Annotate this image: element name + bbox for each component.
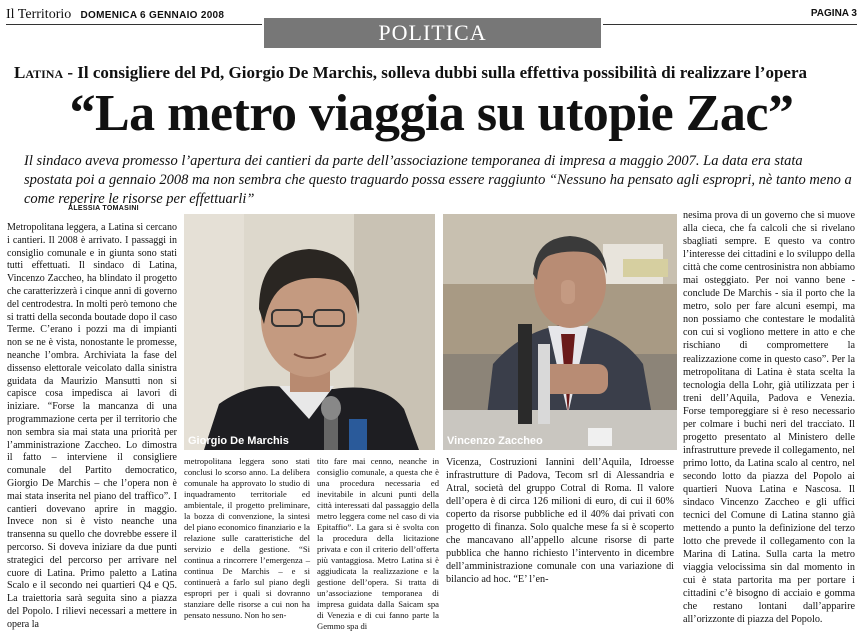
section-banner: POLITICA	[264, 18, 601, 48]
portrait-image	[184, 214, 435, 450]
header-rule-right	[603, 24, 857, 25]
photo-caption-2: Vincenzo Zaccheo	[447, 435, 543, 447]
column-2-text: metropolitana leggera sono stati conclusi lo scorso anno. La delibera comunale ha approvato lo studio di inquadramento territoriale ed ambientale, il progetto preliminare, la bozza di convenzione, la sintesi del piano economico finanziario e la relazione sulle caratteristiche del servizio e della gestione. “Si continua a rincorrere l’emergenza – continua De Marchis – e si continuerà a farlo sul piano degli espropri per i quali si dovranno stanziare delle risorse a cui non ha pensato nessuno. Non ho sen-	[184, 456, 310, 621]
header-left	[6, 6, 224, 23]
photo-de-marchis	[184, 214, 435, 450]
column-1-text: Metropolitana leggera, a Latina si cercano i cantieri. Il 2008 è arrivato. I passaggi in consiglio comunale e in giunta sono stati tutti effettuati. Il sindaco di Latina, Vincenzo Zaccheo, ha blindato il progetto che caratterizzerà i cinque anni di governo del centrodestra. In molti però temono che si tratti della seconda boutade dopo il caso Terme. C’erano i pozzi ma di impianti non se ne è vista, nonostante le promesse, neanche l’ombra. Archiviata la fase del dissenso elettorale veicolato dalla sinistra guidata da Maurizio Mansutti non si capisce cosa impedisca ai lavori di iniziare. “Forse la mancanza di una programmazione certa per il territorio che non sembra sia mai stata una priorità per l’amministrazione Zaccheo. Lo dimostra il fatto – interviene il consigliere comunale del Partito democratico, Giorgio De Marchis – che l’opera non è mai stata inserita nel piano del traffico”. I cantieri dovevano aprire in maggio. Invece non si è visto neanche una transenna su quello che dovrebbe essere il percorso. Si doveva iniziare da due punti strategici del percorso per arrivare nel cuore di Latina. Primo paletto a Latina Scalo e il secondo nei quartieri Q4 e Q5. La traiettoria sarà seguita sino a piazza del Popolo. I rilievi necessari a mettere in opera la	[7, 222, 177, 630]
column-5-text: nesima prova di un governo che si muove alla cieca, che fa calcoli che si rivelano sbagliati sempre. E questo va contro l’interesse dei cittadini e lo sviluppo della città che come centrosinistra non abbiamo mai osteggiato. Per noi vanno bene - conclude De Marchis - sia il porto che la metro, solo per fare alcuni esempi, ma non possiamo che contestare le modalità con cui si vogliono mettere in atto e che rischiano di compromettere la realizzazione come in questo caso”. Per la metropolitana di Latina è stata scelta la tecnologia della Lohr, già utilizzata per i treni dell’Aquila, Padova e Venezia. Forse temporeggiare si è reso necessario per colmare i buchi neri del tracciato. Il progetto presentato al Ministero delle infrastrutture prevede il collegamento, nel primo lotto, da Latina scalo al centro, nel secondo lotto da piazza del Popolo ai quartieri Nuova Latina e Nascosa. Il sindaco Vincenzo Zaccheo e gli uffici tecnici del Comune di Latina stanno già mettendo a punto la definizione del terzo lotto che prevede il collegamento con la Marina di Latina. Sulla carta la metro viaggia velocissima sin dal momento in cui è stata partorita ma per portare i cittadini c’è bisogno di acciaio e gomma che restano lontani dall’apparire all’orizzonte di piazza del Popolo.	[683, 210, 855, 626]
photo-caption-1: Giorgio De Marchis	[188, 435, 289, 447]
issue-date: DOMENICA 6 GENNAIO 2008	[80, 10, 225, 21]
newspaper-name: Il Territorio	[6, 7, 72, 22]
article-column-5	[683, 209, 855, 627]
kicker-place: Latina	[14, 63, 64, 82]
kicker-text: - Il consigliere del Pd, Giorgio De Marchis, solleva dubbi sulla effettiva possibilità di realizzare l’opera	[63, 63, 807, 82]
article-column-3	[317, 456, 439, 632]
photo-zaccheo	[443, 214, 677, 450]
header-rule-left	[6, 24, 262, 25]
headline: “La metro viaggia su utopie Zac”	[69, 85, 794, 142]
portrait-image	[443, 214, 677, 450]
column-4-text: Vicenza, Costruzioni Iannini dell’Aquila, Idroesse infrastrutture di Padova, Tecom srl di Alessandria e Atral, società del gruppo Cotral di Roma. Il valore dell’opera è di circa 126 milioni di euro, di cui il 60% coperto da risorse pubbliche ed il 40% dai privati con progetto di finanza. Solo qualche mese fa si è scoperto che mancavano all’appello alcune risorse di parte pubblica che hanno richiesto l’intervento in dicembre dell’amministrazione comunale con una variazione di bilancio ad hoc. “E’ l’en-	[446, 457, 674, 586]
column-3-text: tito fare mai cenno, neanche in consiglio comunale, a questa che è una procedura necessaria ed inevitabile in alcuni punti della città interessati dal passaggio della metro leggera come nel caso di via Epitaffio”. La gara si è svolta con la procedura della licitazione privata e con il criterio dell’offerta più vantaggiosa. Metro Latina si è aggiudicata la realizzazione e la gestione dell’opera. Si tratta di un’associazione temporanea di impresa guidata dalla Saicam spa di Venezia e di cui fanno parte la Gemmo spa di	[317, 456, 439, 632]
subtitle: Il sindaco aveva promesso l’apertura dei cantieri da parte dell’associazione temporanea di impresa a maggio 2007. La data era stata spostata poi a gennaio 2008 ma non sembra che questo traguardo possa essere raggiunto “Nessuno ha pensato agli espropri, nè tanto meno a come reperire le risorse per effettuarli”	[24, 153, 852, 207]
article-column-4	[446, 456, 674, 586]
kicker	[14, 63, 854, 83]
article-column-1	[7, 222, 177, 632]
page-number: PAGINA 3	[810, 8, 857, 19]
article-column-2	[184, 456, 310, 621]
byline: ALESSIA TOMASINI	[68, 205, 139, 212]
